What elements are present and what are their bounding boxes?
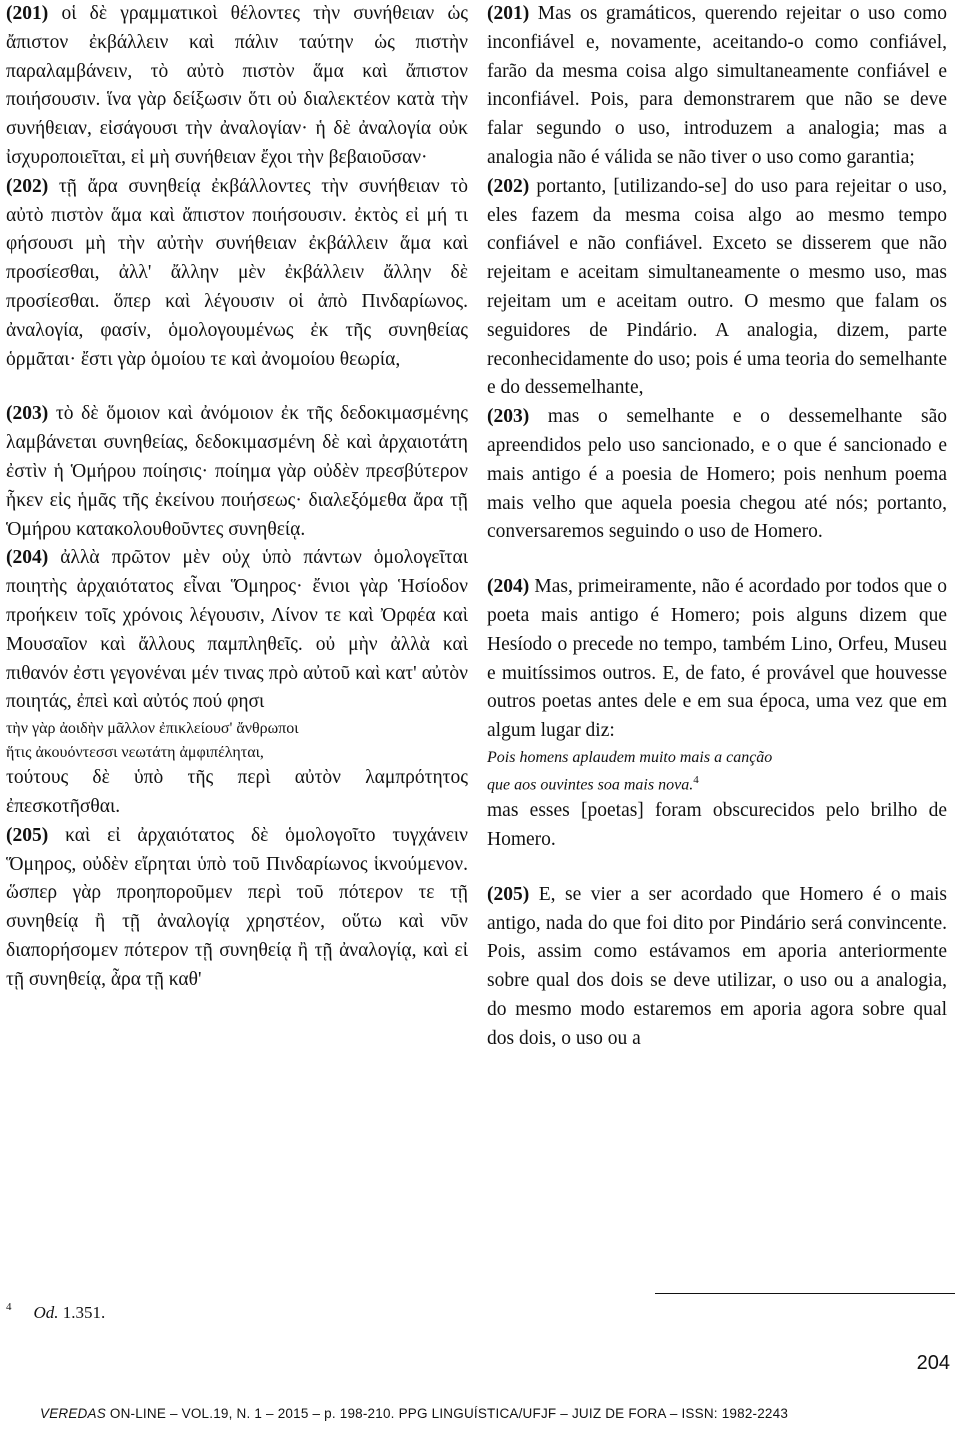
quote-text: que aos ouvintes soa mais nova. — [487, 776, 694, 794]
greek-quote-line-2: ἥτις ἀκουόντεσσι νεωτάτη ἀμφιπέληται, — [6, 743, 264, 761]
pt-quote-line-1: Pois homens aplaudem muito mais a canção — [487, 748, 773, 766]
pt-paragraph-204 — [487, 573, 947, 746]
greek-paragraph-201 — [6, 0, 468, 173]
section-number: (203) — [487, 406, 530, 428]
paragraph-text: Mas, primeiramente, não é acordado por todos que o poeta mais antigo é Homero; pois alguns dizem que Hesíodo o precede no tempo, também Lino, Orfeu, Museu e muitíssimos outros. E, de fato, é provável que houvesse outros poetas antes dele e em sua época, uma vez que em algum lugar diz: — [487, 576, 947, 742]
page-number: 204 — [916, 1352, 950, 1374]
paragraph-text: καὶ εἰ ἀρχαιότατος δὲ ὁμολογοῖτο τυγχάνειν Ὅμηρος, οὐδὲν εἴρηται ὑπὸ τοῦ Πινδαρίωνος ἱκνούμενον. ὥσπερ γὰρ προηποροῦμεν περὶ τοῦ πότερον τε τῇ συνηθείᾳ ἢ τῇ ἀναλογίᾳ χρηστέον, οὕτω καὶ νῦν διαπορήσομεν πότερον τῇ συνηθείᾳ ἢ τῇ ἀναλογίᾳ, καὶ εἰ τῇ συνηθείᾳ, ἆρα τῇ καθ' — [6, 824, 468, 990]
greek-quote-line-1: τὴν γὰρ ἀοιδὴν μᾶλλον ἐπικλείουσ' ἄνθρωποι — [6, 720, 299, 738]
section-number: (201) — [6, 3, 49, 24]
section-number: (205) — [487, 883, 530, 905]
greek-paragraph-202 — [6, 173, 468, 375]
paragraph-text: ἀλλὰ πρῶτον μὲν οὐχ ὑπὸ πάντων ὁμολογεῖται ποιητὴς ἀρχαιότατος εἶναι Ὅμηρος· ἔνιοι γὰρ Ἡσίοδον προήκειν τοῖς χρόνοις λέγουσιν, Λίνον τε καὶ Ὀρφέα καὶ Μουσαῖον καὶ ἄλλους παμπληθεῖς. οὐ μὴν ἀλλὰ καὶ πιθανόν ἐστι γεγονέναι μέν τινας πρὸ αὐτοῦ καὶ κατ' αὐτὸν ποιητάς, ἐπεὶ καὶ αὐτός πού φησι — [6, 547, 468, 713]
footnote — [6, 1303, 105, 1323]
section-number: (202) — [6, 175, 49, 197]
journal-footer — [40, 1406, 788, 1421]
paragraph-text: τὸ δὲ ὅμοιον καὶ ἀνόμοιον ἐκ τῆς δεδοκιμασμένης λαμβάνεται συνηθείας, δεδοκιμασμένη δὲ καὶ ἀρχαιοτάτη ἐστὶν ἡ Ὁμήρου ποίησις· ποίημα γὰρ οὐδὲν πρεσβύτερον ἧκεν εἰς ἡμᾶς τῆς ἐκείνου ποιήσεως· διαλεξόμεθα ἄρα τῇ Ὁμήρου κατακολουθοῦντες συνηθείᾳ. — [6, 403, 468, 540]
journal-name: VEREDAS — [40, 1406, 106, 1421]
greek-paragraph-204-continued: τούτους δὲ ὑπὸ τῆς περὶ αὐτὸν λαμπρότητος ἐπεσκοτῆσθαι. — [6, 767, 468, 817]
pt-paragraph-204-continued: mas esses [poetas] foram obscurecidos pelo brilho de Homero. — [487, 800, 947, 851]
section-number: (205) — [6, 824, 49, 846]
footnote-marker[interactable]: 4 — [693, 774, 699, 787]
footnote-number: 4 — [6, 1301, 12, 1313]
footnote-divider — [655, 1293, 955, 1294]
section-number: (204) — [6, 547, 49, 569]
portuguese-column — [487, 0, 947, 1054]
footnote-text: 1.351. — [58, 1303, 106, 1322]
pt-paragraph-201 — [487, 0, 947, 173]
greek-paragraph-203 — [6, 400, 468, 544]
section-number: (204) — [487, 576, 530, 598]
journal-details: ON-LINE – VOL.19, N. 1 – 2015 – p. 198-210. PPG LINGUÍSTICA/UFJF – JUIZ DE FORA – ISSN: 1982-2243 — [105, 1406, 789, 1421]
greek-column — [6, 0, 468, 995]
greek-paragraph-205 — [6, 822, 468, 995]
paragraph-text: portanto, [utilizando-se] do uso para rejeitar o uso, eles fazem da mesma coisa algo ao mesmo tempo confiável e não confiável. Exceto se disserem que não rejeitam e aceitam simultaneamente o mesmo uso, mas rejeitam um e aceitam outro. O mesmo que falam os seguidores de Pindário. A analogia, dizem, parte reconhecidamente do uso; pois é uma teoria do semelhante e do dessemelhante, — [487, 175, 947, 399]
pt-paragraph-205 — [487, 881, 947, 1054]
paragraph-text: Mas os gramáticos, querendo rejeitar o uso como inconfiável e, novamente, aceitando-o como confiável, farão da mesma coisa algo simultaneamente confiável e inconfiável. Pois, para demonstrarem que não se deve falar segundo o uso, introduzem a analogia; mas a analogia não é válida se não tiver o uso como garantia; — [487, 3, 947, 168]
pt-paragraph-203 — [487, 403, 947, 547]
paragraph-text: τῇ ἄρα συνηθείᾳ ἐκβάλλοντες τὴν συνήθειαν τὸ αὐτὸ πιστὸν ἅμα καὶ ἄπιστον ποιήσουσιν. ἐκτὸς εἰ μή τι φήσουσι μὴ τὴν αὐτὴν συνήθειαν ἐκβάλλειν ἅμα καὶ προσίεσθαι, ἀλλ' ἄλλην μὲν ἐκβάλλειν ἄλλην δὲ προσίεσθαι. ὅπερ καὶ λέγουσιν οἱ ἀπὸ Πινδαρίωνος. ἀναλογία, φασίν, ὁμολογουμένως ἐκ τῆς συνηθείας ὁρμᾶται· ἔστι γὰρ ὁμοίου τε καὶ ἀνομοίου θεωρία, — [6, 175, 468, 370]
section-number: (202) — [487, 175, 530, 197]
section-number: (201) — [487, 3, 530, 24]
paragraph-text: οἱ δὲ γραμματικοὶ θέλοντες τὴν συνήθειαν ὡς ἄπιστον ἐκβάλλειν καὶ πάλιν ταύτην ὡς πιστὴν παραλαμβάνειν, τὸ αὐτὸ πιστὸν ἅμα καὶ ἄπιστον ποιήσουσιν. ἵνα γὰρ δείξωσιν ὅτι οὐ διαλεκτέον κατὰ τὴν συνήθειαν, εἰσάγουσι τὴν ἀναλογίαν· ἡ δὲ ἀναλογία οὐκ ἰσχυροποιεῖται, εἰ μὴ συνήθειαν ἔχοι τὴν βεβαιοῦσαν· — [6, 3, 468, 168]
section-number: (203) — [6, 403, 49, 425]
paragraph-text: mas o semelhante e o dessemelhante são apreendidos pelo uso sancionado, e o que é sancionado e mais antigo é a poesia de Homero; pois nenhum poema mais velho que aquela poesia chegou até nós; portanto, conversaremos seguindo o uso de Homero. — [487, 406, 947, 543]
pt-quote-line-2 — [487, 769, 947, 797]
paragraph-text: E, se vier a ser acordado que Homero é o mais antigo, nada do que foi dito por Pindário será convincente. Pois, assim como estávamos em aporia anteriormente sobre qual dos dois se deve utilizar, o uso ou a analogia, do mesmo modo estaremos em aporia agora sobre qual dos dois, o uso ou a — [487, 883, 947, 1049]
greek-paragraph-204 — [6, 544, 468, 717]
footnote-ref: Od. — [33, 1303, 59, 1322]
pt-paragraph-202 — [487, 173, 947, 403]
